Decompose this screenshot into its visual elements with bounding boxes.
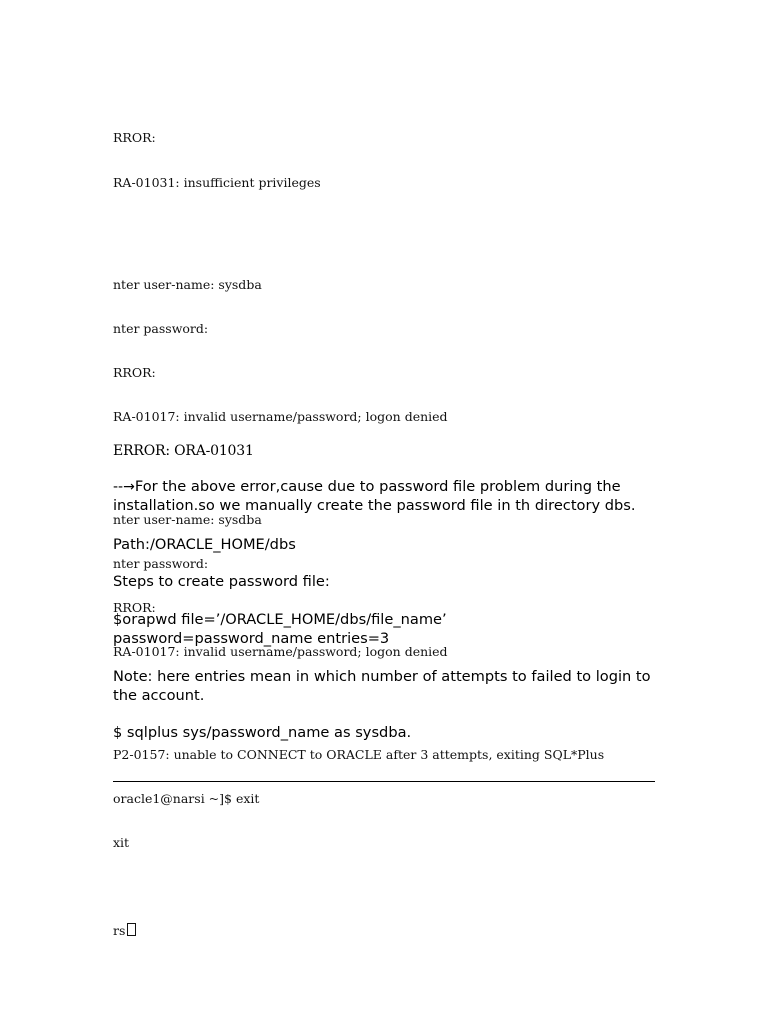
terminal-prompt-line xyxy=(113,923,673,938)
cause-paragraph xyxy=(113,478,673,515)
terminal-line: RA-01017: invalid username/password; logon denied xyxy=(113,409,448,425)
terminal-line: RROR: xyxy=(113,365,156,381)
terminal-screenshot xyxy=(113,102,673,953)
terminal-line: RA-01031: insufficient privileges xyxy=(113,174,321,190)
terminal-prompt-fragment: rs xyxy=(113,923,126,939)
command-line: password=password_name entries=3 xyxy=(113,629,390,647)
terminal-line: RROR: xyxy=(113,599,156,615)
terminal-line: xit xyxy=(113,834,130,850)
orapwd-command xyxy=(113,611,673,648)
error-heading: ERROR: ORA-01031 xyxy=(113,443,254,459)
terminal-line: P2-0157: unable to CONNECT to ORACLE after 3 attempts, exiting SQL*Plus xyxy=(113,746,605,762)
arrow-icon: --→ xyxy=(113,479,135,495)
terminal-line: nter user-name: sysdba xyxy=(113,511,262,527)
terminal-line: RROR: xyxy=(113,130,156,146)
cause-text: For the above error,cause due to password file problem during the installation.so we manually create the password file in th directory dbs. xyxy=(113,478,636,514)
steps-heading: Steps to create password file: xyxy=(113,573,330,590)
terminal-line: nter password: xyxy=(113,555,209,571)
terminal-line: RA-01017: invalid username/password; logon denied xyxy=(113,644,448,660)
terminal-line: oracle1@narsi ~]$ exit xyxy=(113,790,260,806)
path-text: Path:/ORACLE_HOME/dbs xyxy=(113,536,296,553)
sqlplus-command: $ sqlplus sys/password_name as sysdba. xyxy=(113,724,412,741)
note-paragraph: Note: here entries mean in which number of attempts to failed to login to the account. xyxy=(113,668,651,704)
terminal-line: nter password: xyxy=(113,321,209,337)
horizontal-divider xyxy=(113,781,655,782)
terminal-line: nter user-name: sysdba xyxy=(113,277,262,292)
command-line: $orapwd file=’/ORACLE_HOME/dbs/file_name’ xyxy=(113,611,447,628)
cursor-icon xyxy=(127,923,136,936)
